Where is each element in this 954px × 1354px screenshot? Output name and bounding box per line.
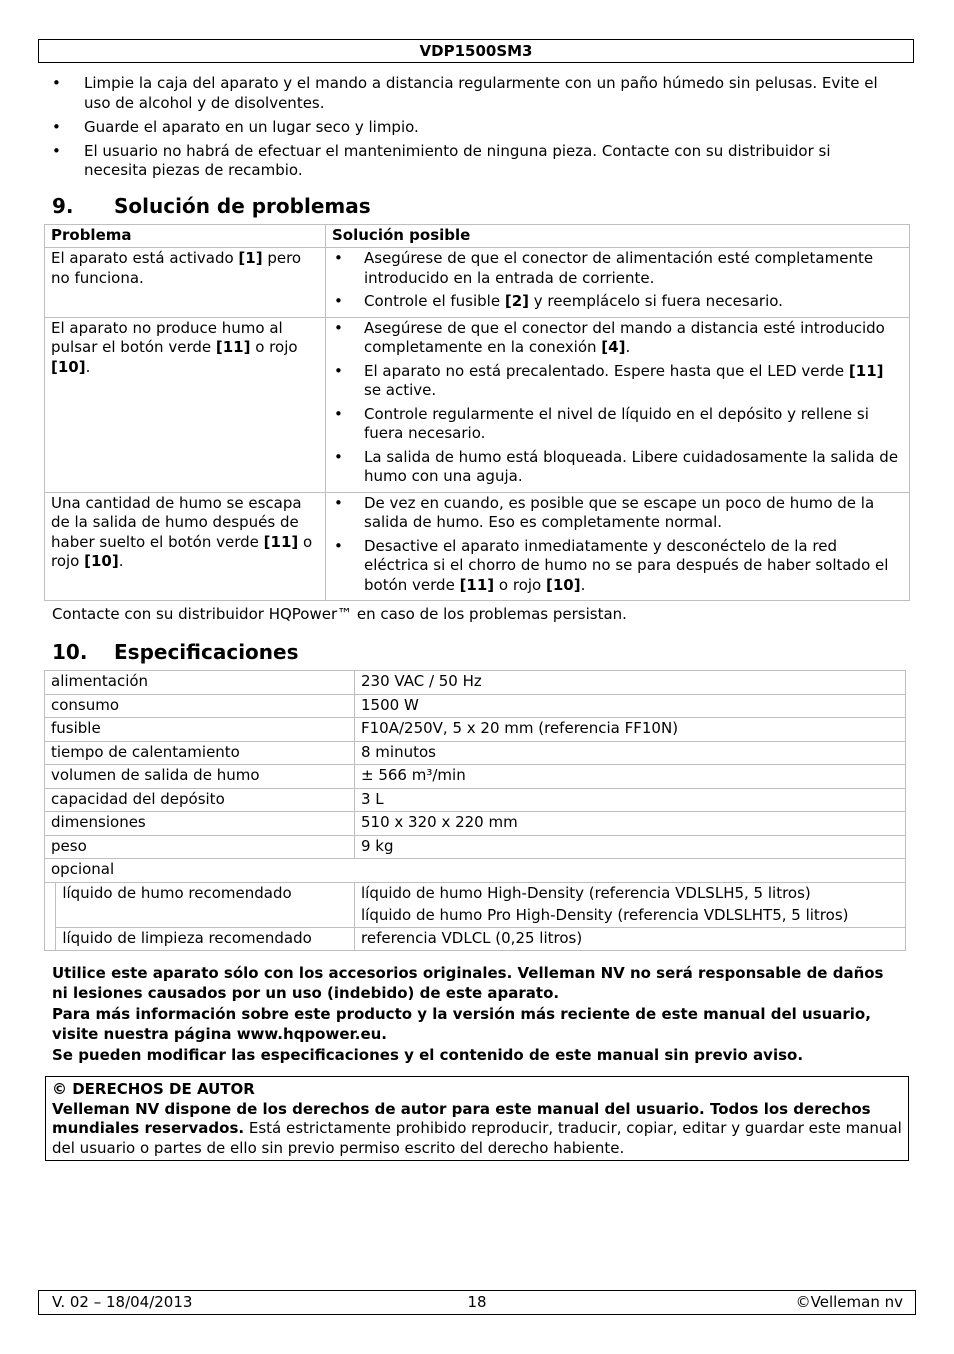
- list-item: • Guarde el aparato en un lugar seco y limpio.: [50, 118, 890, 138]
- spec-key: volumen de salida de humo: [45, 765, 355, 789]
- spec-key: capacidad del depósito: [45, 788, 355, 812]
- section-title: Especificaciones: [114, 640, 299, 664]
- section-number: 10.: [52, 640, 88, 664]
- note-text: Se pueden modificar las especificaciones y el contenido de este manual sin previo aviso.: [52, 1046, 804, 1064]
- spec-key: líquido de humo recomendado: [56, 882, 355, 927]
- problem-cell: El aparato está activado [1] pero no funciona.: [45, 248, 326, 318]
- note-text: Utilice este aparato sólo con los accesorios originales. Velleman NV no será responsable de daños ni lesiones causados por un uso (indebido) de este aparato.: [52, 964, 884, 1002]
- page-footer: [38, 1290, 916, 1315]
- column-header-solution: Solución posible: [326, 225, 910, 248]
- column-header-problem: Problema: [45, 225, 326, 248]
- note-text: Para más información sobre este producto y la versión más reciente de este manual del usuario, visite nuestra página www.hqpower.eu.: [52, 1005, 871, 1043]
- solution-item: • Controle el fusible [2] y reemplácelo si fuera necesario.: [332, 292, 903, 312]
- table-row: [45, 927, 906, 951]
- troubleshooting-table: [44, 224, 910, 601]
- spec-value: 510 x 320 x 220 mm: [355, 812, 906, 836]
- version-date: V. 02 – 18/04/2013: [52, 1293, 193, 1311]
- table-row: [45, 718, 906, 742]
- problem-cell: Una cantidad de humo se escapa de la salida de humo después de haber suelto el botón verde [11] o rojo [10].: [45, 492, 326, 601]
- spec-value: ± 566 m³/min: [355, 765, 906, 789]
- solution-item: • Asegúrese de que el conector del mando a distancia esté introducido completamente en la conexión [4].: [332, 319, 903, 358]
- spec-value: 3 L: [355, 788, 906, 812]
- table-row: [45, 835, 906, 859]
- table-row: [45, 788, 906, 812]
- spec-key: peso: [45, 835, 355, 859]
- contact-note: Contacte con su distribuidor HQPower™ en caso de los problemas persistan.: [52, 605, 627, 623]
- table-row: [45, 882, 906, 927]
- optional-label: opcional: [45, 859, 906, 883]
- section-10-heading: [52, 640, 299, 664]
- specifications-table: [44, 670, 906, 951]
- spec-key: alimentación: [45, 671, 355, 695]
- table-row: [45, 671, 906, 695]
- table-row: [45, 741, 906, 765]
- spec-key: líquido de limpieza recomendado: [56, 927, 355, 951]
- solution-cell: [326, 492, 910, 601]
- spec-key: fusible: [45, 718, 355, 742]
- spec-value: F10A/250V, 5 x 20 mm (referencia FF10N): [355, 718, 906, 742]
- spec-value-line: líquido de humo High-Density (referencia VDLSLH5, 5 litros): [361, 883, 811, 902]
- spec-value: referencia VDLCL (0,25 litros): [355, 927, 906, 951]
- solution-cell: [326, 248, 910, 318]
- solution-item: • La salida de humo está bloqueada. Libere cuidadosamente la salida de humo con una aguja.: [332, 448, 903, 487]
- table-header-row: [45, 225, 910, 248]
- solution-item: • Asegúrese de que el conector de alimentación esté completamente introducido en la entrada de corriente.: [332, 249, 903, 288]
- document-header: VDP1500SM3: [38, 39, 914, 63]
- indent-cell: [45, 882, 56, 951]
- table-row: [45, 859, 906, 883]
- table-row: [45, 492, 910, 601]
- spec-value: [355, 882, 906, 927]
- section-9-heading: [52, 194, 371, 218]
- list-item: • El usuario no habrá de efectuar el mantenimiento de ninguna pieza. Contacte con su distribuidor si necesita piezas de recambio.: [50, 142, 890, 181]
- solution-item: • El aparato no está precalentado. Espere hasta que el LED verde [11] se active.: [332, 362, 903, 401]
- list-item: • Limpie la caja del aparato y el mando a distancia regularmente con un paño húmedo sin pelusas. Evite el uso de alcohol y de disolventes.: [50, 74, 890, 113]
- spec-key: consumo: [45, 694, 355, 718]
- solution-item: • Controle regularmente el nivel de líquido en el depósito y rellene si fuera necesario.: [332, 405, 903, 444]
- company-name: ©Velleman nv: [795, 1293, 903, 1311]
- table-row: [45, 812, 906, 836]
- copyright-bold-text: Velleman NV dispone de los derechos de autor para este manual del usuario. Todos los derechos mundiales reservados.: [52, 1099, 871, 1137]
- spec-value: 230 VAC / 50 Hz: [355, 671, 906, 695]
- spec-value: 8 minutos: [355, 741, 906, 765]
- copyright-box: [45, 1076, 909, 1161]
- table-row: [45, 317, 910, 492]
- notes: [52, 964, 892, 1068]
- spec-key: tiempo de calentamiento: [45, 741, 355, 765]
- table-row: [45, 248, 910, 318]
- page-number: 18: [467, 1293, 487, 1311]
- copyright-heading: © DERECHOS DE AUTOR: [52, 1080, 255, 1098]
- copyright-text: Está estrictamente prohibido reproducir, traducir, copiar, editar y guardar este manual del usuario o partes de ello sin previo permiso escrito del derecho habiente.: [52, 1119, 902, 1157]
- problem-cell: El aparato no produce humo al pulsar el botón verde [11] o rojo [10].: [45, 317, 326, 492]
- solution-item: • Desactive el aparato inmediatamente y desconéctelo de la red eléctrica si el chorro de humo no se para después de haber soltado el botón verde [11] o rojo [10].: [332, 537, 903, 596]
- spec-value-line: líquido de humo Pro High-Density (referencia VDLSLHT5, 5 litros): [361, 906, 849, 924]
- solution-cell: [326, 317, 910, 492]
- section-title: Solución de problemas: [114, 194, 371, 218]
- table-row: [45, 765, 906, 789]
- solution-item: • De vez en cuando, es posible que se escape un poco de humo de la salida de humo. Eso es completamente normal.: [332, 494, 903, 533]
- section-number: 9.: [52, 194, 74, 218]
- spec-key: dimensiones: [45, 812, 355, 836]
- table-row: [45, 694, 906, 718]
- spec-value: 9 kg: [355, 835, 906, 859]
- maintenance-list: [50, 74, 890, 185]
- spec-value: 1500 W: [355, 694, 906, 718]
